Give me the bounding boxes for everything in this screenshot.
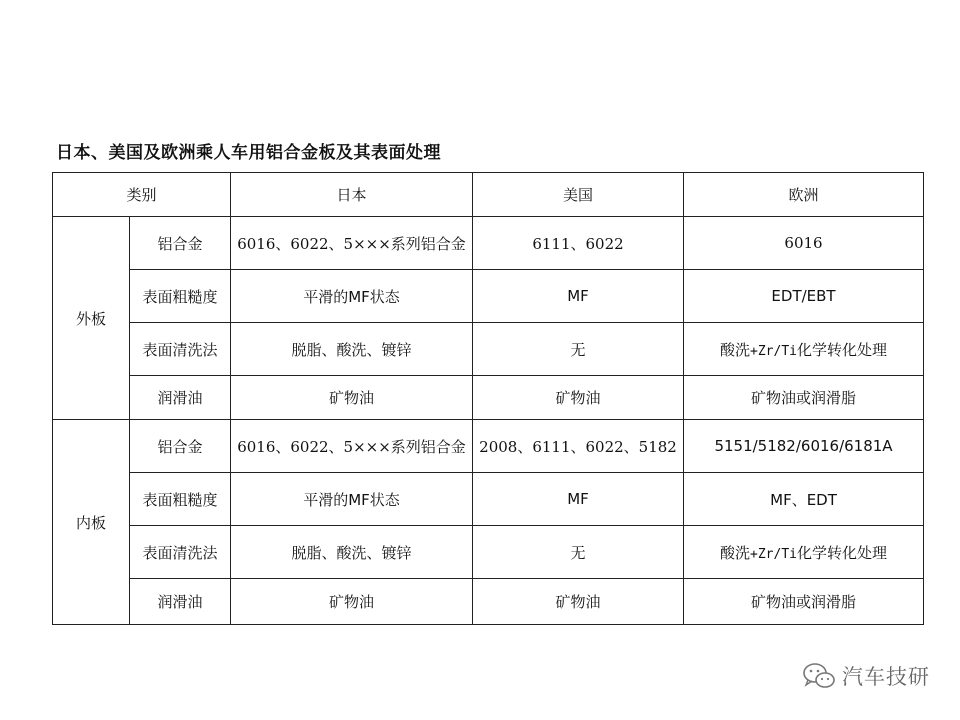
cell-europe: 6016 (684, 217, 924, 270)
cell-japan: 平滑的MF状态 (231, 473, 473, 526)
table-row (53, 579, 924, 625)
cell-europe: EDT/EBT (684, 270, 924, 323)
row-item: 表面清洗法 (130, 323, 231, 376)
watermark-text: 汽车技研 (842, 665, 930, 689)
row-item: 表面清洗法 (130, 526, 231, 579)
row-item: 润滑油 (130, 579, 231, 625)
header-category: 类别 (53, 173, 231, 217)
cell-usa: 矿物油 (473, 579, 684, 625)
cell-usa: 2008、6111、6022、5182 (473, 420, 684, 473)
watermark (802, 661, 930, 691)
cell-usa: MF (473, 473, 684, 526)
cell-europe (684, 323, 924, 376)
cell-usa: 无 (473, 526, 684, 579)
cell-japan: 矿物油 (231, 579, 473, 625)
cell-japan: 脱脂、酸洗、镀锌 (231, 526, 473, 579)
cell-europe: 矿物油或润滑脂 (684, 376, 924, 420)
cell-usa: 6111、6022 (473, 217, 684, 270)
table-title: 日本、美国及欧洲乘人车用铝合金板及其表面处理 (56, 143, 441, 163)
cell-europe: MF、EDT (684, 473, 924, 526)
cell-usa: 无 (473, 323, 684, 376)
group-label-inner-panel: 内板 (53, 420, 130, 625)
cell-japan: 6016、6022、5×××系列铝合金 (231, 420, 473, 473)
cell-japan: 平滑的MF状态 (231, 270, 473, 323)
header-usa: 美国 (473, 173, 684, 217)
cell-europe-part: 酸洗 (720, 340, 751, 359)
table-row (53, 323, 924, 376)
header-europe: 欧洲 (684, 173, 924, 217)
table-row (53, 217, 924, 270)
cell-europe-part: +Zr/Ti (750, 546, 797, 562)
row-item: 表面粗糙度 (130, 270, 231, 323)
cell-europe-part: 化学转化处理 (797, 340, 888, 359)
table-row (53, 270, 924, 323)
cell-europe-part: 酸洗 (720, 543, 751, 562)
row-item: 铝合金 (130, 420, 231, 473)
header-japan: 日本 (231, 173, 473, 217)
wechat-icon (802, 662, 836, 690)
cell-usa: 矿物油 (473, 376, 684, 420)
table-row (53, 473, 924, 526)
comparison-table (52, 172, 924, 625)
cell-europe: 5151/5182/6016/6181A (684, 420, 924, 473)
cell-europe (684, 526, 924, 579)
table-row (53, 376, 924, 420)
group-label-outer-panel: 外板 (53, 217, 130, 420)
cell-europe-part: +Zr/Ti (750, 343, 797, 359)
cell-europe: 矿物油或润滑脂 (684, 579, 924, 625)
table-row (53, 526, 924, 579)
row-item: 润滑油 (130, 376, 231, 420)
row-item: 铝合金 (130, 217, 231, 270)
row-item: 表面粗糙度 (130, 473, 231, 526)
table-header-row (53, 173, 924, 217)
cell-japan: 矿物油 (231, 376, 473, 420)
cell-europe-part: 化学转化处理 (797, 543, 888, 562)
cell-usa: MF (473, 270, 684, 323)
cell-japan: 脱脂、酸洗、镀锌 (231, 323, 473, 376)
table-row (53, 420, 924, 473)
cell-japan: 6016、6022、5×××系列铝合金 (231, 217, 473, 270)
